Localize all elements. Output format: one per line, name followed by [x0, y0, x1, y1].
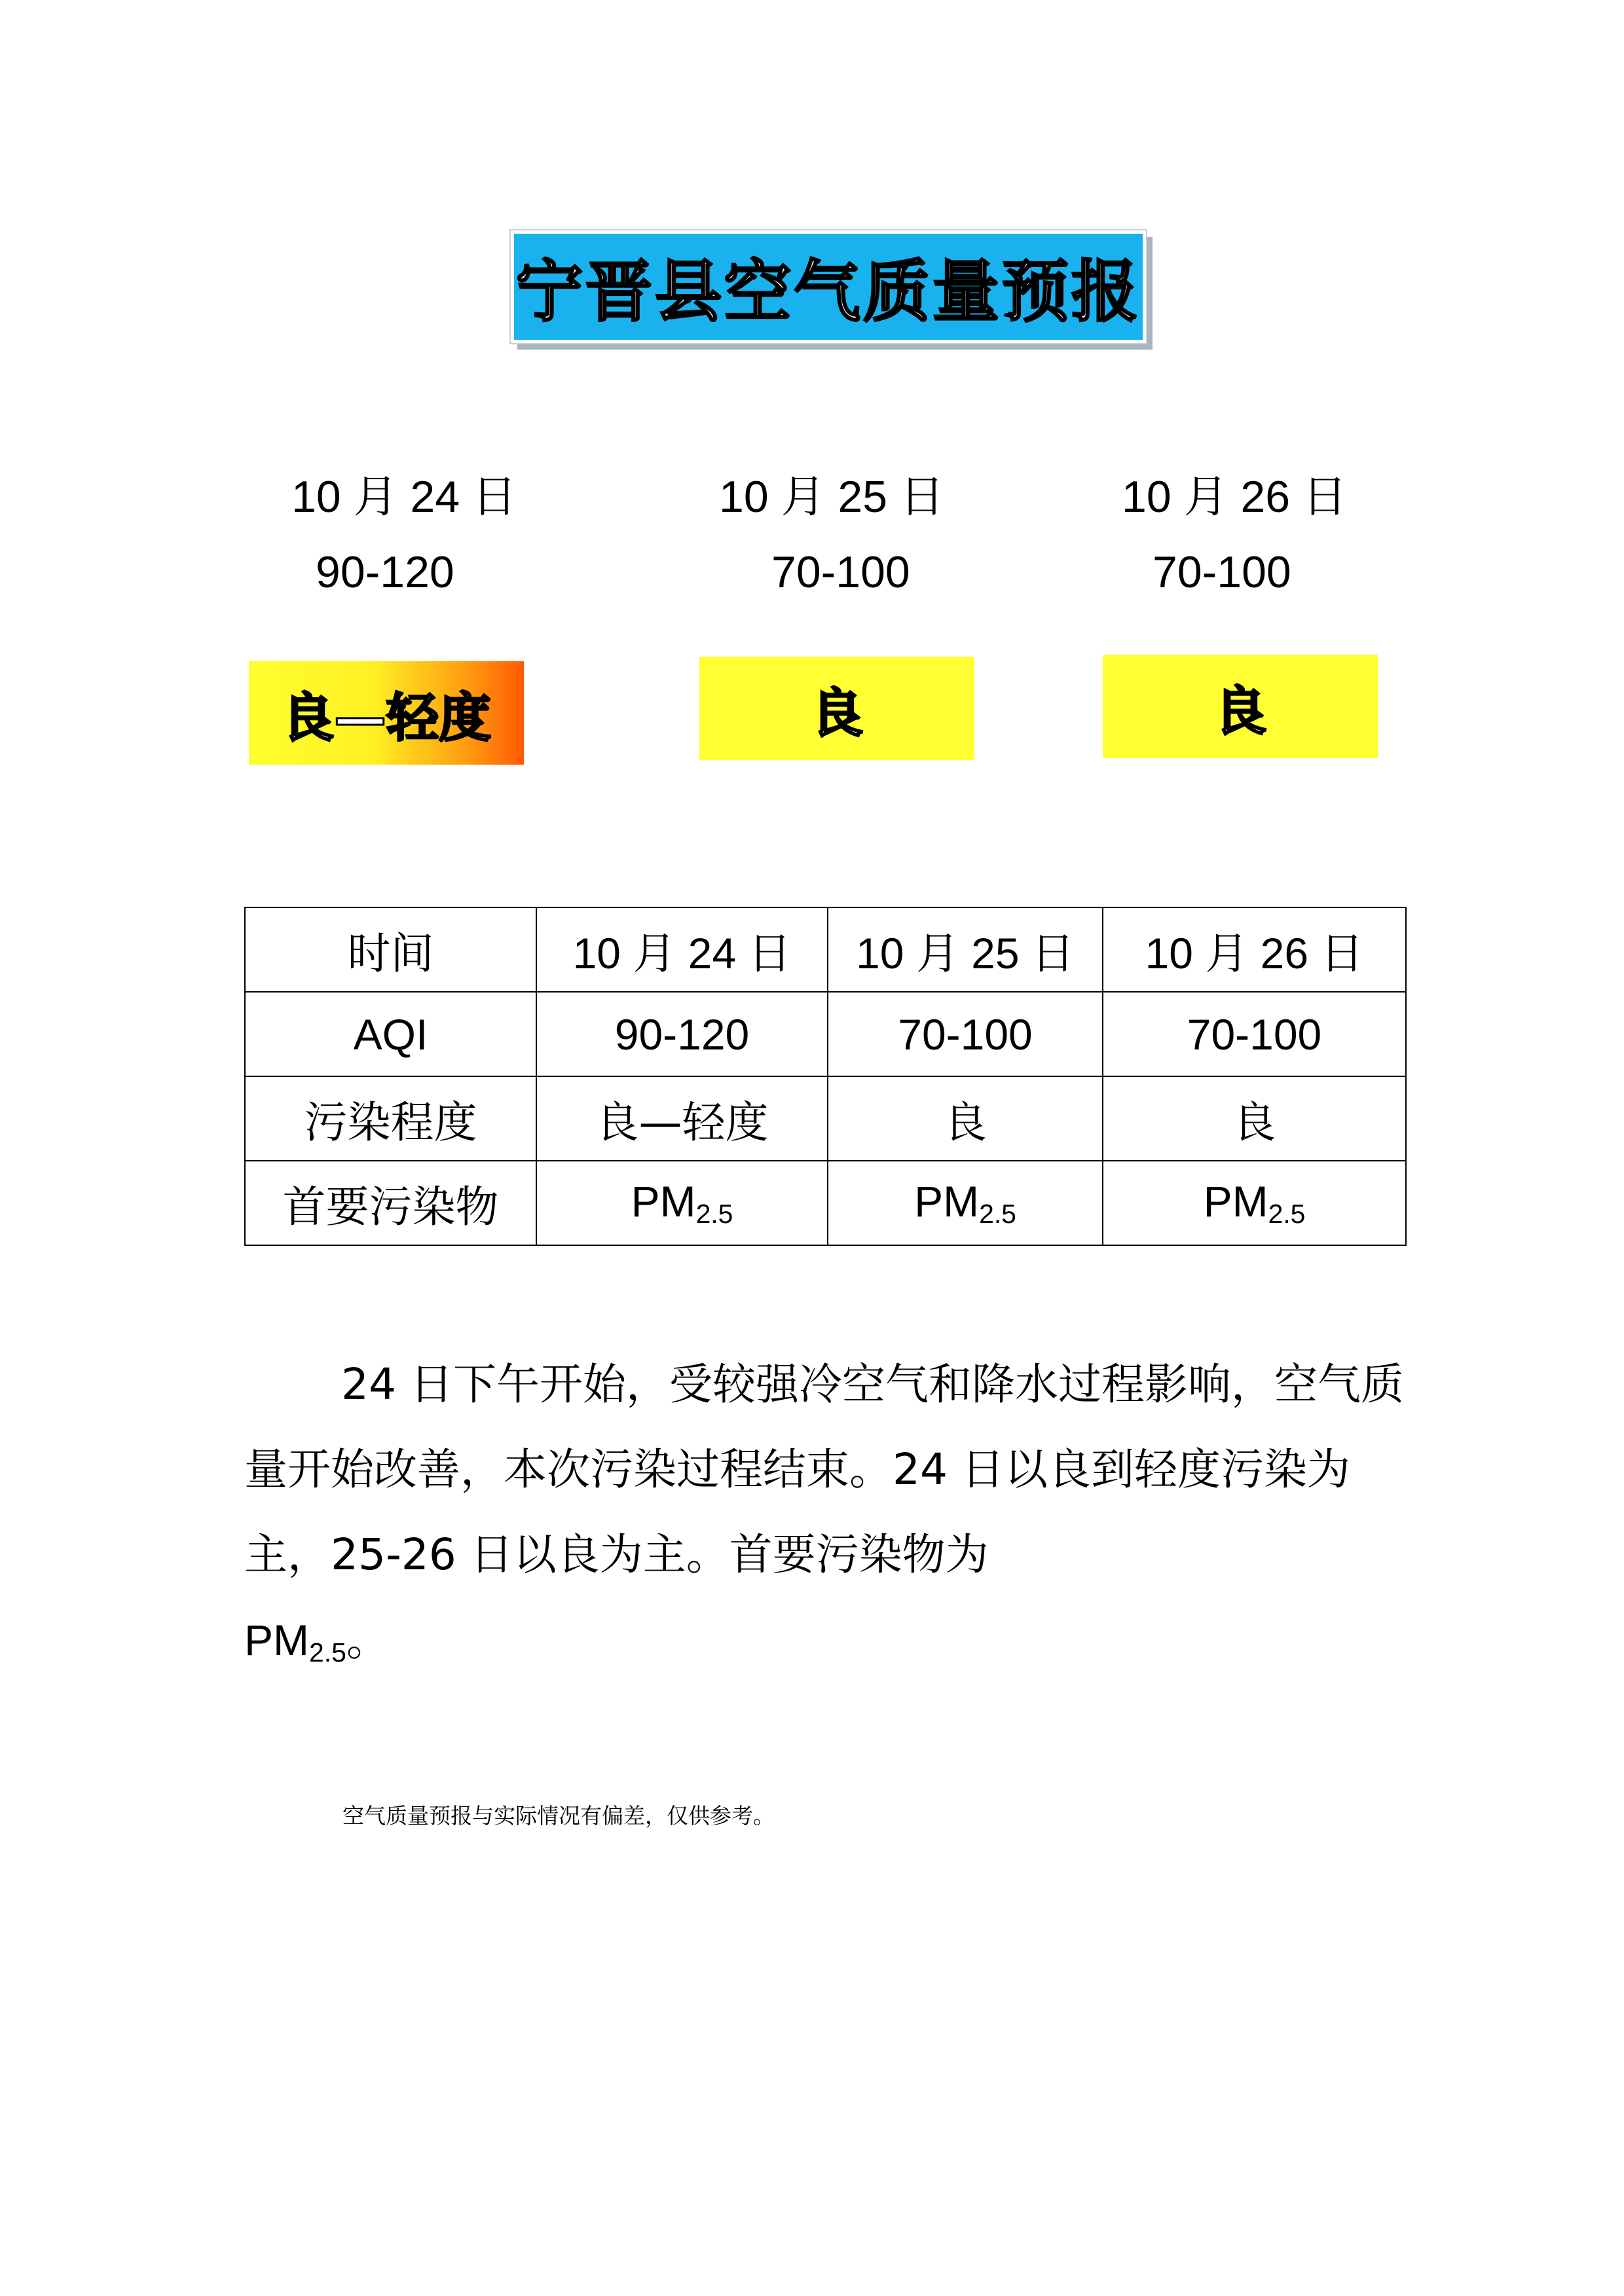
forecast-aqi-1: 90-120 [316, 547, 454, 597]
table-row-pollutant [245, 1161, 1406, 1245]
table-row-header [245, 907, 1406, 992]
pm-main: PM [244, 1616, 309, 1664]
pm-main: PM [914, 1176, 980, 1226]
forecast-date-3: 10 月 26 日 [1122, 472, 1347, 522]
table-pollution-value-1: 良—轻度 [536, 1076, 828, 1161]
pm-sub: 2.5 [309, 1637, 346, 1668]
table-aqi-value-2: 70-100 [828, 992, 1103, 1076]
forecast-date-2: 10 月 25 日 [719, 472, 944, 522]
table-row-aqi [245, 992, 1406, 1076]
pm-main: PM [631, 1176, 696, 1226]
aqi-forecast-table [244, 907, 1407, 1246]
forecast-description [244, 1342, 1416, 1695]
table-pollution-value-2: 良 [828, 1076, 1103, 1161]
table-header-label: 时间 [245, 907, 536, 992]
page-title: 宁晋县空气质量预报 [516, 253, 1141, 331]
table-header-date-3: 10 月 26 日 [1103, 907, 1406, 992]
pm-sub: 2.5 [695, 1199, 733, 1230]
table-pollution-label: 污染程度 [245, 1076, 536, 1161]
description-text: 24 日下午开始，受较强冷空气和降水过程影响，空气质量开始改善，本次污染过程结束。24 日以良到轻度污染为主，25-26 日以良为主。首要污染物为 [244, 1359, 1404, 1580]
table-pollutant-value-2 [828, 1161, 1103, 1245]
description-pollutant [147, 1597, 390, 1695]
table-pollutant-value-3 [1103, 1161, 1406, 1245]
pm-sub: 2.5 [1268, 1199, 1306, 1230]
forecast-level-2: 良 [699, 657, 974, 760]
disclaimer-footnote: 空气质量预报与实际情况有偏差，仅供参考。 [342, 1803, 775, 1829]
table-pollutant-value-1 [536, 1161, 828, 1245]
title-banner [511, 230, 1146, 343]
description-end: 。 [346, 1615, 390, 1666]
table-aqi-label: AQI [245, 992, 536, 1076]
pm-main: PM [1203, 1176, 1268, 1226]
forecast-level-3: 良 [1103, 655, 1378, 758]
table-aqi-value-3: 70-100 [1103, 992, 1406, 1076]
table-pollution-value-3: 良 [1103, 1076, 1406, 1161]
table-header-date-2: 10 月 25 日 [828, 907, 1103, 992]
table-row-pollution [245, 1076, 1406, 1161]
table-pollutant-label: 首要污染物 [245, 1161, 536, 1245]
forecast-aqi-2: 70-100 [771, 547, 910, 597]
table-header-date-1: 10 月 24 日 [536, 907, 828, 992]
forecast-date-1: 10 月 24 日 [291, 472, 517, 522]
forecast-level-1: 良—轻度 [249, 661, 524, 765]
pm-sub: 2.5 [979, 1199, 1016, 1230]
forecast-aqi-3: 70-100 [1153, 547, 1291, 597]
table-aqi-value-1: 90-120 [536, 992, 828, 1076]
